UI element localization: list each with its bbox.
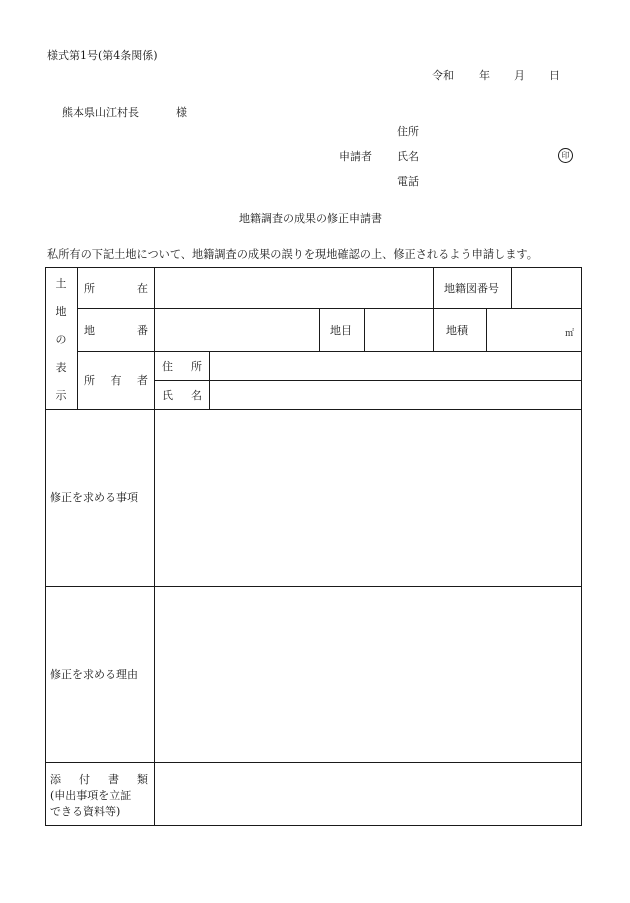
applicant-label: 申請者 xyxy=(339,150,372,163)
col-line xyxy=(511,267,512,309)
location-label: 所 在 xyxy=(84,282,148,295)
col-line xyxy=(433,267,434,352)
col-line xyxy=(364,308,365,352)
applicant-address-label: 住所 xyxy=(397,125,419,138)
row-line xyxy=(45,762,582,763)
attachments-label: 添 付 書 類 xyxy=(50,773,148,786)
date-year: 年 xyxy=(479,69,490,82)
row-line xyxy=(45,586,582,587)
form-number: 様式第1号(第4条関係) xyxy=(47,49,158,62)
addressee-name: 熊本県山江村長 xyxy=(62,106,139,119)
land-display-char: 示 xyxy=(55,389,67,402)
seal-mark: 印 xyxy=(558,148,573,163)
land-display-char: の xyxy=(55,333,67,346)
date-day: 日 xyxy=(549,69,560,82)
date-month: 月 xyxy=(514,69,525,82)
row-line xyxy=(154,380,582,381)
land-display-char: 地 xyxy=(55,305,67,318)
owner-address-label: 住 所 xyxy=(162,360,202,373)
applicant-phone-label: 電話 xyxy=(397,175,419,188)
table-border-top xyxy=(45,267,582,268)
table-border-left xyxy=(45,267,46,826)
row-line xyxy=(77,308,582,309)
col-line xyxy=(209,351,210,410)
date-era: 令和 xyxy=(432,69,454,82)
area-label: 地積 xyxy=(446,324,468,337)
table-border-bottom xyxy=(45,825,582,826)
row-line xyxy=(45,409,582,410)
owner-name-label: 氏 名 xyxy=(162,389,202,402)
col-line xyxy=(77,267,78,410)
correction-reason-label: 修正を求める理由 xyxy=(50,668,138,681)
attachments-note: できる資料等) xyxy=(50,805,121,818)
col-line xyxy=(319,308,320,352)
owner-label: 所 有 者 xyxy=(84,374,148,387)
attachments-note: (申出事項を立証 xyxy=(50,789,132,802)
document-title: 地籍調査の成果の修正申請書 xyxy=(239,212,382,225)
row-line xyxy=(77,351,582,352)
col-line xyxy=(154,267,155,826)
correction-items-label: 修正を求める事項 xyxy=(50,491,138,504)
land-display-char: 表 xyxy=(55,361,67,374)
chiseki-map-number-label: 地籍図番号 xyxy=(444,282,499,295)
area-unit: ㎡ xyxy=(565,329,575,339)
addressee-honorific: 様 xyxy=(176,106,187,119)
land-display-char: 土 xyxy=(55,277,67,290)
intro-text: 私所有の下記土地について、地籍調査の成果の誤りを現地確認の上、修正されるよう申請します。 xyxy=(47,248,538,261)
applicant-name-label: 氏名 xyxy=(397,150,419,163)
land-category-label: 地目 xyxy=(330,324,352,337)
lot-number-label: 地 番 xyxy=(84,324,148,337)
col-line xyxy=(486,308,487,352)
